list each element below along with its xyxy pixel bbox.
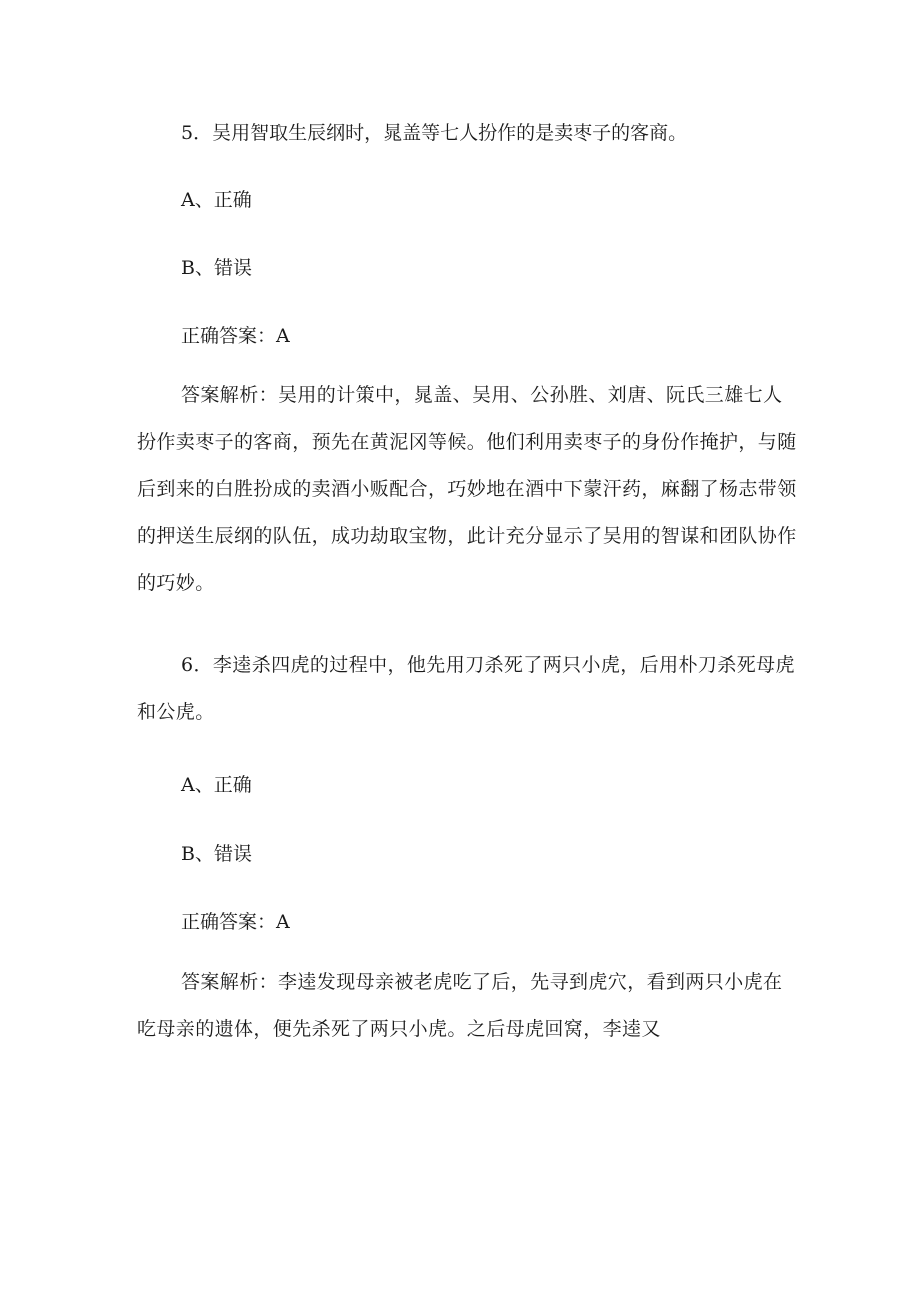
question-5-answer: 正确答案：A	[181, 325, 290, 347]
question-6-stem: 6．李逵杀四虎的过程中，他先用刀杀死了两只小虎，后用朴刀杀死母虎和公虎。	[137, 654, 795, 723]
question-6-answer: 正确答案：A	[181, 911, 290, 933]
question-6-option-a: A、正确	[181, 774, 252, 796]
question-5-option-b: B、错误	[181, 257, 252, 279]
question-5-analysis: 答案解析：吴用的计策中，晁盖、吴用、公孙胜、刘唐、阮氏三雄七人扮作卖枣子的客商，预先在黄泥冈等候。他们利用卖枣子的身份作掩护，与随后到来的白胜扮成的卖酒小贩配合，巧妙地在酒中下蒙汗药，麻翻了杨志带领的押送生辰纲的队伍，成功劫取宝物，此计充分显示了吴用的智谋和团队协作的巧妙。	[137, 384, 797, 594]
question-6-option-b: B、错误	[181, 843, 252, 865]
question-6-analysis: 答案解析：李逵发现母亲被老虎吃了后，先寻到虎穴，看到两只小虎在吃母亲的遗体，便先杀死了两只小虎。之后母虎回窝，李逵又	[137, 971, 783, 1040]
question-5-option-a: A、正确	[181, 189, 252, 211]
question-5-stem: 5．吴用智取生辰纲时，晁盖等七人扮作的是卖枣子的客商。	[181, 122, 688, 144]
